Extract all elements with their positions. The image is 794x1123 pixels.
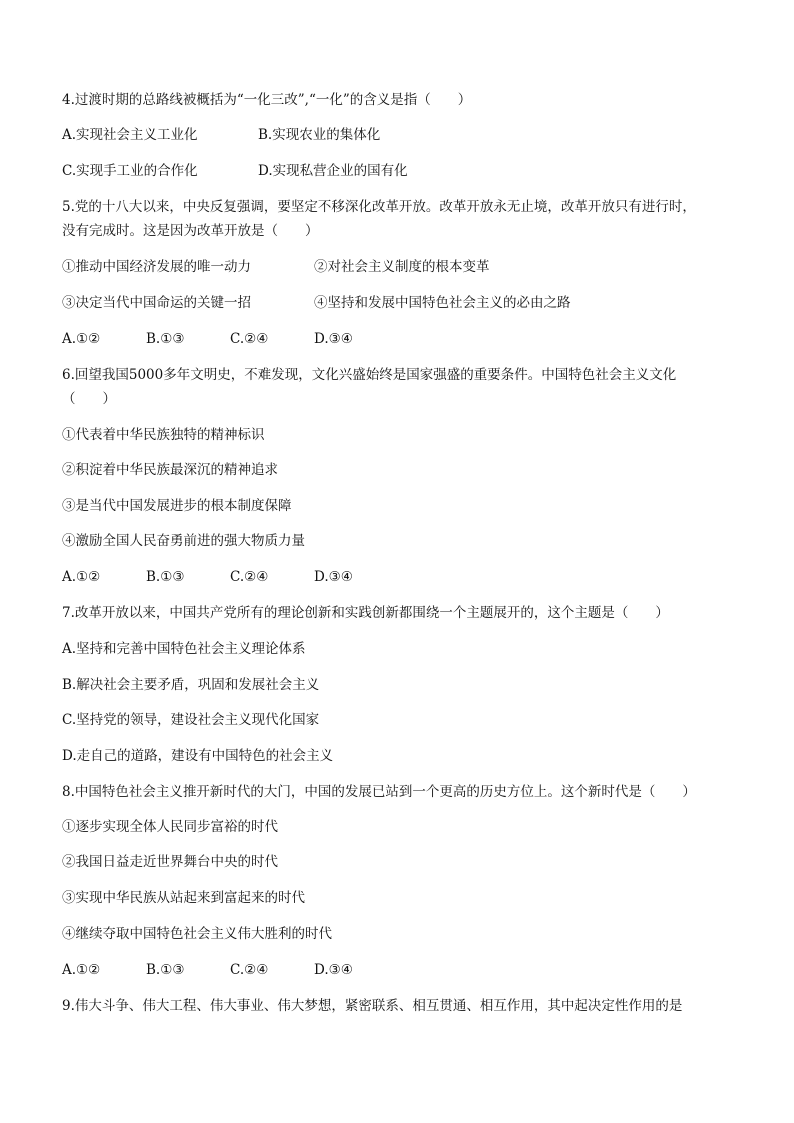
q4-options-row1 bbox=[62, 126, 734, 144]
q4-option-a: A.实现社会主义工业化 bbox=[62, 127, 198, 143]
q7-option-d: D.走自己的道路，建设有中国特色的社会主义 bbox=[62, 748, 334, 764]
q5-option-b: B.①③ bbox=[146, 331, 185, 347]
q4-option-b: B.实现农业的集体化 bbox=[258, 127, 381, 143]
q8-stem: 8.中国特色社会主义推开新时代的大门，中国的发展已站到一个更高的历史方位上。这个新时代是（ ） bbox=[62, 784, 696, 800]
q4-option-d: D.实现私营企业的国有化 bbox=[258, 163, 408, 179]
q6-statement-4: ④激励全国人民奋勇前进的强大物质力量 bbox=[62, 533, 305, 549]
q8-option-d: D.③④ bbox=[314, 962, 353, 978]
q8-option-c: C.②④ bbox=[230, 962, 269, 978]
q9-stem: 9.伟大斗争、伟大工程、伟大事业、伟大梦想，紧密联系、相互贯通、相互作用，其中起决定性作用的是 bbox=[62, 998, 683, 1014]
q4-stem: 4.过渡时期的总路线被概括为“一化三改”,“一化”的含义是指（ ） bbox=[62, 92, 472, 108]
q8-options bbox=[62, 961, 734, 979]
q8-statement-4: ④继续夺取中国特色社会主义伟大胜利的时代 bbox=[62, 926, 332, 942]
q5-stem-line2: 没有完成时。这是因为改革开放是（ ） bbox=[62, 223, 319, 239]
q6-statement-2: ②积淀着中华民族最深沉的精神追求 bbox=[62, 462, 278, 478]
q6-stem-line2: （ ） bbox=[62, 391, 116, 407]
q5-statement-1: ①推动中国经济发展的唯一动力 bbox=[62, 259, 251, 275]
q5-statement-2: ②对社会主义制度的根本变革 bbox=[314, 259, 490, 275]
q7-option-b: B.解决社会主要矛盾，巩固和发展社会主义 bbox=[62, 677, 320, 693]
q5-option-d: D.③④ bbox=[314, 331, 353, 347]
q6-options bbox=[62, 568, 734, 586]
q5-statements-row2 bbox=[62, 294, 734, 312]
q5-statement-4: ④坚持和发展中国特色社会主义的必由之路 bbox=[314, 295, 571, 311]
q6-option-b: B.①③ bbox=[146, 569, 185, 585]
q5-option-c: C.②④ bbox=[230, 331, 269, 347]
q5-statement-3: ③决定当代中国命运的关键一招 bbox=[62, 295, 251, 311]
q5-stem-line1: 5.党的十八大以来，中央反复强调，要坚定不移深化改革开放。改革开放永无止境，改革开放只有进行时， bbox=[62, 199, 696, 215]
q6-option-a: A.①② bbox=[62, 569, 101, 585]
q8-option-b: B.①③ bbox=[146, 962, 185, 978]
q6-option-c: C.②④ bbox=[230, 569, 269, 585]
q7-option-a: A.坚持和完善中国特色社会主义理论体系 bbox=[62, 641, 306, 657]
q4-option-c: C.实现手工业的合作化 bbox=[62, 163, 198, 179]
q5-statements-row1 bbox=[62, 258, 734, 276]
q7-option-c: C.坚持党的领导，建设社会主义现代化国家 bbox=[62, 712, 320, 728]
q6-statement-1: ①代表着中华民族独特的精神标识 bbox=[62, 427, 265, 443]
q8-statement-2: ②我国日益走近世界舞台中央的时代 bbox=[62, 854, 278, 870]
q7-stem: 7.改革开放以来，中国共产党所有的理论创新和实践创新都围绕一个主题展开的，这个主题是（ ） bbox=[62, 605, 669, 621]
q5-option-a: A.①② bbox=[62, 331, 101, 347]
q8-option-a: A.①② bbox=[62, 962, 101, 978]
q8-statement-3: ③实现中华民族从站起来到富起来的时代 bbox=[62, 890, 305, 906]
q6-option-d: D.③④ bbox=[314, 569, 353, 585]
q5-options bbox=[62, 330, 734, 348]
q8-statement-1: ①逐步实现全体人民同步富裕的时代 bbox=[62, 819, 278, 835]
q6-statement-3: ③是当代中国发展进步的根本制度保障 bbox=[62, 498, 292, 514]
q6-stem-line1: 6.回望我国5000多年文明史，不难发现，文化兴盛始终是国家强盛的重要条件。中国特色社会主义文化 bbox=[62, 367, 677, 383]
q4-options-row2 bbox=[62, 162, 734, 180]
